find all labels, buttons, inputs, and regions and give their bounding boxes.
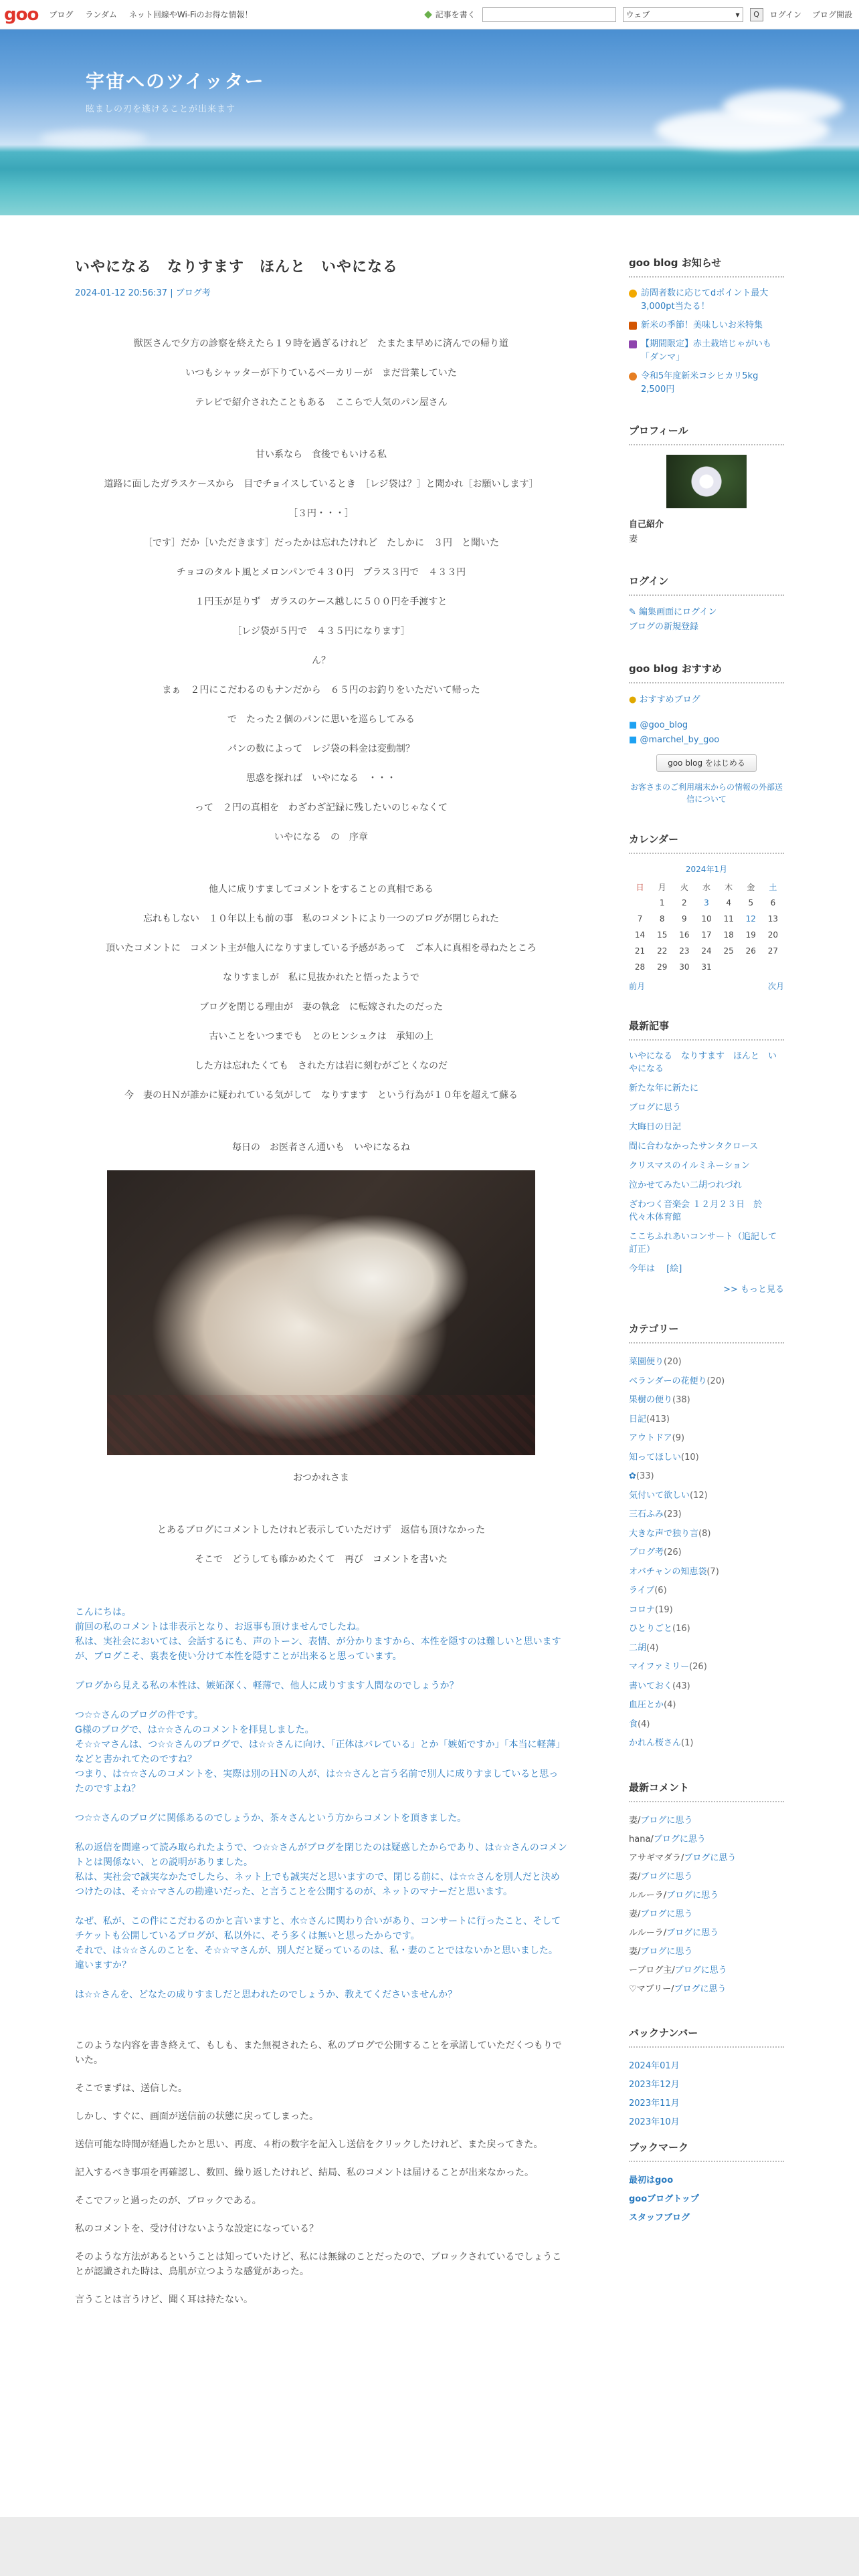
- entry-meta: 2024-01-12 20:56:37 | ブログ考: [75, 288, 211, 298]
- category-box: [629, 1321, 784, 1753]
- category-link[interactable]: 三石ふみ: [629, 1509, 664, 1519]
- category-item: [629, 1677, 784, 1697]
- closing-line: そこでフッと過ったのが、ブロックである。: [75, 2195, 262, 2206]
- recent-article-link[interactable]: 泣かせてみたい二胡つれづれ: [629, 1180, 742, 1190]
- quoted-line: 違いますか？: [75, 1960, 131, 1971]
- quoted-line: ブログから見える私の本性は、嫉妬深く、軽薄で、他人に成りすます人間なのでしょうか？: [75, 1681, 459, 1691]
- notice-item[interactable]: 【期間限定】赤土栽培じゃがいも「ダンマ」: [629, 338, 784, 364]
- notice-heading: goo blog お知らせ: [629, 255, 784, 278]
- category-count: (10): [681, 1452, 699, 1463]
- backnumber-link[interactable]: 2023年12月: [629, 2079, 680, 2090]
- twitter-icon: ■: [629, 720, 638, 730]
- comment-article-link[interactable]: ブログに思う: [653, 1834, 706, 1844]
- category-count: (38): [672, 1395, 690, 1405]
- comment-author: ♡マブリー: [629, 1983, 672, 1994]
- top-right: [423, 7, 855, 22]
- category-link[interactable]: かれん桜さん: [629, 1738, 682, 1748]
- calendar-day: [629, 895, 651, 911]
- entry-line: 忘れもしない １０年以上も前の事 私のコメントにより一つのブログが閉じられた: [143, 914, 499, 924]
- search-input[interactable]: [482, 7, 616, 22]
- comment-item: ♡マブリー/ブログに思う: [629, 1983, 727, 1994]
- bookmark-box: [629, 2140, 784, 2228]
- category-count: (16): [672, 1624, 690, 1634]
- calendar-day: 23: [679, 946, 690, 956]
- calendar-day: 15: [657, 930, 668, 940]
- recommend-blog-link[interactable]: ● おすすめブログ: [629, 695, 700, 705]
- calendar-prev-link[interactable]: 前月: [629, 982, 646, 991]
- category-item: [629, 1620, 784, 1639]
- calendar-day: 13: [767, 914, 779, 924]
- comment-article-link[interactable]: ブログに思う: [640, 1946, 693, 1957]
- comment-article-link[interactable]: ブログに思う: [684, 1852, 737, 1863]
- category-link[interactable]: 二胡: [629, 1642, 647, 1653]
- calendar-day: 11: [723, 914, 734, 924]
- category-item: [629, 1467, 784, 1487]
- quoted-line: 前回の私のコメントは非表示となり、お返事も頂けませんでしたね。: [75, 1622, 365, 1632]
- photo-caption-top: 毎日の お医者さん通いも いやになるね: [232, 1142, 410, 1153]
- calendar-day: 27: [767, 946, 779, 956]
- calendar-day: 26: [745, 946, 756, 956]
- entry-line: 今 妻のＨＮが誰かに疑われている気がして なりすます という行為が１０年を超えて蘇る: [124, 1090, 518, 1101]
- category-link[interactable]: ひとりごと: [629, 1624, 673, 1634]
- comment-author: 妻: [629, 1909, 638, 1919]
- calendar-day: 17: [701, 930, 712, 940]
- entry-line: ［です］だか［いただきます］だったかは忘れたけれど たしかに ３円 と聞いた: [143, 538, 499, 548]
- search-icon: Q: [753, 10, 759, 19]
- comment-author: hana: [629, 1834, 651, 1844]
- category-link[interactable]: 日記: [629, 1414, 647, 1424]
- entry-line: って ２円の真相を わざわざ記録に残したいのじゃなくて: [195, 802, 448, 813]
- calendar-day: 5: [748, 898, 754, 907]
- coin-icon: [629, 290, 637, 298]
- more-link[interactable]: >> もっと見る: [723, 1285, 784, 1295]
- sidebar: [629, 255, 784, 2321]
- goo-logo[interactable]: goo: [4, 4, 39, 25]
- category-count: (26): [664, 1547, 682, 1558]
- category-count: (33): [636, 1471, 654, 1481]
- calendar-day: 4: [726, 898, 731, 907]
- potato-icon: [629, 340, 637, 348]
- calendar-day: 2: [682, 898, 687, 907]
- closing-text: [75, 2038, 567, 2307]
- comment-item: 妻/ブログに思う: [629, 1909, 693, 1919]
- quoted-line: なぜ、私が、この件にこだわるのかと言いますと、水☆さんに関わり合いがあり、コンサートに行ったこと、そしてチケットも公開しているブログが、私以外に、そう多くは無いと思ったからです。: [75, 1916, 561, 1941]
- twitter-marchel-link[interactable]: ■ @marchel_by_goo: [629, 735, 720, 745]
- notice-box: [629, 255, 784, 397]
- category-link[interactable]: 知ってほしい: [629, 1452, 682, 1463]
- entry-category-link[interactable]: ブログ考: [175, 288, 211, 298]
- entry-paragraph-group: [75, 337, 567, 409]
- quoted-line: そ☆☆マさんは、つ☆☆さんのブログで、は☆☆さんに向け、「正体はバレている」とか「嫉妬ですか」「本当に軽薄」などと書かれてたのですね？: [75, 1739, 565, 1765]
- category-item: [629, 1391, 784, 1410]
- photo-caption: おつかれさま: [293, 1473, 349, 1483]
- category-item: [629, 1563, 784, 1582]
- bookmark-heading: ブックマーク: [629, 2140, 784, 2162]
- main-content: [75, 255, 567, 2321]
- write-article-link[interactable]: [423, 9, 476, 20]
- category-item: [629, 1658, 784, 1677]
- calendar-day: 19: [745, 930, 756, 940]
- calendar-weekday: 月: [658, 882, 666, 892]
- quoted-line: つ☆☆さんのブログに関係あるのでしょうか、茶々さんという方からコメントを頂きました。: [75, 1813, 467, 1824]
- quoted-line: 私の返信を間違って読み取られたようで、つ☆☆さんがブログを閉じたのは疑惑したからであり、は☆☆さんのコメントとは関係ない、との説明がありました。: [75, 1842, 567, 1868]
- category-item: [629, 1601, 784, 1620]
- comment-author: 妻: [629, 1871, 638, 1882]
- calendar-table: [629, 879, 784, 975]
- category-item: [629, 1448, 784, 1468]
- recent-article-link[interactable]: ざわつく音楽会 １２月２３日 於 代々木体育館: [629, 1200, 771, 1222]
- recommend-box: [629, 661, 784, 805]
- category-link[interactable]: ライブ: [629, 1586, 655, 1596]
- category-count: (23): [664, 1509, 682, 1519]
- entry-line: いつもシャッターが下りているベーカリーが まだ営業していた: [185, 368, 457, 379]
- search-scope-value: ウェブ: [626, 10, 650, 19]
- comment-article-link[interactable]: ブログに思う: [666, 1927, 719, 1938]
- twitter-icon: ■: [629, 735, 638, 745]
- comment-item: ルルーラ/ブログに思う: [629, 1890, 719, 1901]
- category-link[interactable]: ブログ考: [629, 1547, 664, 1558]
- closing-line: 言うことは言うけど、聞く耳は持たない。: [75, 2294, 253, 2305]
- entry-line: 古いことをいつまでも とのヒンシュクは 承知の上: [209, 1031, 434, 1042]
- entry-line: チョコのタルト風とメロンパンで４３０円 プラス３円で ４３３円: [176, 567, 466, 578]
- recent-article-link[interactable]: 間に合わなかったサンタクロース: [629, 1142, 759, 1152]
- quoted-line: 私は、実社会においては、会話するにも、声のトーン、表情、が分かりますから、本性を隠すのは難しいと思いますが、ブログこそ、裏表を使い分けて本性を隠すことが出来ると思っています。: [75, 1636, 561, 1662]
- category-count: (20): [706, 1376, 725, 1386]
- footer: [0, 2517, 859, 2576]
- flower-icon: ✿: [629, 1471, 636, 1481]
- category-count: (20): [664, 1357, 682, 1367]
- category-item: [629, 1734, 784, 1753]
- entry-line: 獣医さんで夕方の診察を終えたら１９時を過ぎるけれど たまたま早めに済んでの帰り道: [134, 338, 508, 349]
- category-count: (26): [689, 1662, 707, 1672]
- calendar-day: [762, 959, 784, 975]
- twitter-goo-blog-link[interactable]: ■ @goo_blog: [629, 720, 688, 730]
- category-item: [629, 1543, 784, 1563]
- category-item: [629, 1505, 784, 1525]
- quoted-line: G様のブログで、は☆☆さんのコメントを拝見しました。: [75, 1725, 314, 1735]
- calendar-day: 31: [701, 962, 712, 972]
- comment-item: 妻/ブログに思う: [629, 1815, 693, 1826]
- new-blog-link[interactable]: ブログの新規登録: [629, 622, 699, 632]
- entry-line: とあるブログにコメントしたけれど表示していただけず 返信も頂けなかった: [157, 1525, 485, 1535]
- category-link[interactable]: 書いておく: [629, 1681, 673, 1691]
- pin-icon: ●: [629, 695, 637, 705]
- recent-article-link[interactable]: 大晦日の日記: [629, 1122, 682, 1132]
- recent-box: [629, 1018, 784, 1295]
- closing-line: そのような方法があるということは知っていたけど、私には無縁のことだったので、ブロックされているでしょうことが認識された時は、鳥肌が立つような感覚があった。: [75, 2252, 562, 2277]
- category-item: [629, 1487, 784, 1506]
- calendar-day[interactable]: 12: [745, 914, 756, 924]
- comment-article-link[interactable]: ブログに思う: [640, 1815, 693, 1826]
- entry-line: 頂いたコメントに コメント主が他人になりすましている予感があって ご本人に真相を尋ねたところ: [106, 943, 537, 954]
- category-link[interactable]: マイファミリー: [629, 1662, 690, 1672]
- entry-title[interactable]: いやになる なりすます ほんと いやになる: [75, 259, 399, 276]
- category-link[interactable]: 菜園便り: [629, 1357, 664, 1367]
- entry-line: 他人に成りすましてコメントをすることの真相である: [209, 884, 434, 895]
- blog-title[interactable]: 宇宙へのツイッター: [86, 70, 265, 92]
- calendar-weekday: 土: [769, 882, 777, 892]
- calendar-day: 28: [634, 962, 646, 972]
- rice-icon: [629, 322, 637, 330]
- category-link[interactable]: 食: [629, 1719, 638, 1729]
- entry-line: いやになる の 序章: [274, 832, 368, 843]
- recent-article-link[interactable]: クリスマスのイルミネーション: [629, 1161, 750, 1171]
- entry-line: 甘い系なら 食後でもいける私: [256, 449, 387, 460]
- quoted-line: こんにちは。: [75, 1607, 131, 1618]
- category-count: (8): [698, 1528, 711, 1539]
- calendar-day[interactable]: 3: [704, 898, 709, 907]
- comment-item: 妻/ブログに思う: [629, 1946, 693, 1957]
- quoted-line: つまり、は☆☆さんのコメントを、実際は別のＨＮの人が、は☆☆さんと言う名前で別人に成りすましていると思ったのですよね？: [75, 1769, 559, 1794]
- header-banner: [0, 29, 859, 215]
- comment-author: 妻: [629, 1946, 638, 1957]
- blog-subtitle: 眩ましの刃を逃けることが出来ます: [86, 104, 236, 114]
- category-link[interactable]: オバチャンの知恵袋: [629, 1566, 707, 1577]
- comments-heading: 最新コメント: [629, 1780, 784, 1802]
- recent-article-link[interactable]: 今年は [絵]: [629, 1264, 682, 1274]
- category-link[interactable]: 大きな声で独り言: [629, 1528, 699, 1539]
- data-notice-link[interactable]: お客さまのご利用端末からの情報の外部送信について: [630, 782, 783, 804]
- entry-line: ［レジ袋が５円で ４３５円になります］: [232, 626, 410, 637]
- quoted-line: 私は、実社会で誠実なかたでしたら、ネット上でも誠実だと思いますので、閉じる前に、は☆☆さんを別人だと決めつけたのは、そ☆☆マさんの勘違いだった、と言うことを公開するのが、ネットのマナーだと思います。: [75, 1872, 560, 1897]
- closing-line: 送信可能な時間が経過したかと思い、再度、４桁の数字を記入し送信をクリックしたけれど、また戻ってきた。: [75, 2139, 543, 2150]
- bookmark-link[interactable]: 最初はgoo: [629, 2175, 674, 2185]
- calendar-day: 29: [657, 962, 668, 972]
- category-link[interactable]: 気付いて欲しい: [629, 1490, 690, 1501]
- top-bar: [0, 0, 859, 29]
- login-heading: ログイン: [629, 574, 784, 596]
- calendar-day: 30: [679, 962, 690, 972]
- entry-line: そこで どうしても確かめたくて 再び コメントを書いた: [195, 1554, 448, 1565]
- calendar-day: 14: [634, 930, 646, 940]
- closing-line: 私のコメントを、受け付けないような設定になっている？: [75, 2224, 318, 2234]
- notice-item[interactable]: 新米の季節！美味しいお米特集: [629, 319, 784, 332]
- closing-line: 記入するべき事項を再確認し、数回、繰り返したけれど、結局、私のコメントは届けることが出来なかった。: [75, 2167, 534, 2178]
- pencil-icon: [424, 11, 432, 19]
- entry-paragraph-group: [75, 1523, 567, 1566]
- category-count: (9): [672, 1433, 685, 1443]
- profile-intro-text: 妻: [629, 534, 638, 544]
- recent-article-link[interactable]: ブログに思う: [629, 1103, 682, 1113]
- entry-line: 思惑を探れば いやになる ・・・: [246, 773, 396, 784]
- calendar-day: 25: [723, 946, 734, 956]
- comment-author: ルルーラ: [629, 1890, 664, 1901]
- profile-box: [629, 423, 784, 547]
- calendar-weekday: 水: [702, 882, 710, 892]
- entry-line: なりすましが 私に見抜かれたと悟ったようで: [223, 972, 419, 983]
- rice-bag-icon: [629, 372, 637, 381]
- quoted-line: は☆☆さんを、どなたの成りすましだと思われたのでしょうか、教えてくださいませんか？: [75, 1990, 458, 2000]
- category-item: [629, 1410, 784, 1430]
- calendar-day: 24: [701, 946, 712, 956]
- calendar-day: [718, 959, 740, 975]
- category-item: [629, 1639, 784, 1658]
- category-item: [629, 1696, 784, 1715]
- entry-line: した方は忘れたくても された方は岩に刻むがごとくなのだ: [195, 1061, 448, 1071]
- comment-article-link[interactable]: ブログに思う: [640, 1909, 693, 1919]
- recommend-heading: goo blog おすすめ: [629, 661, 784, 683]
- entry-line: パンの数によって レジ袋の料金は変動制？: [227, 744, 415, 754]
- calendar-day: 1: [659, 898, 665, 907]
- calendar-day: 9: [682, 914, 687, 924]
- login-box: [629, 574, 784, 635]
- comment-item: ーブログ主/ブログに思う: [629, 1965, 727, 1975]
- start-goo-blog-button[interactable]: goo blog をはじめる: [656, 754, 757, 772]
- comments-box: [629, 1780, 784, 1999]
- notice-item[interactable]: 令和5年度新米コシヒカリ5kg 2,500円: [629, 370, 784, 397]
- top-link-network[interactable]: ネット回線やWi-Fiのお得な情報！: [128, 10, 253, 19]
- calendar-day: 21: [634, 946, 646, 956]
- calendar-day: 20: [767, 930, 779, 940]
- closing-line: しかし、すぐに、画面が送信前の状態に戻ってしまった。: [75, 2111, 318, 2122]
- entry-line: ［３円・・・］: [288, 508, 354, 519]
- comment-author: ルルーラ: [629, 1927, 664, 1938]
- entry-line: まぁ ２円にこだわるのもナンだから ６５円のお釣りをいただいて帰った: [162, 685, 480, 695]
- recent-article-link[interactable]: ここちふれあいコンサート（追記して訂正）: [629, 1232, 777, 1255]
- blog-open-link[interactable]: ブログ開設: [812, 10, 852, 19]
- calendar-day: 10: [701, 914, 712, 924]
- closing-line: そこでまずは、送信した。: [75, 2083, 187, 2094]
- backnumber-link[interactable]: 2024年01月: [629, 2060, 680, 2071]
- category-count: (1): [681, 1738, 694, 1748]
- backnumber-box: [629, 2026, 784, 2127]
- category-count: (413): [646, 1414, 670, 1424]
- profile-image[interactable]: [666, 455, 747, 508]
- recent-heading: 最新記事: [629, 1018, 784, 1041]
- calendar-weekday: 木: [725, 882, 733, 892]
- category-item: [629, 1429, 784, 1448]
- search-button[interactable]: [750, 8, 763, 21]
- entry-line: 道路に面したガラスケースから 目でチョイスしているとき ［レジ袋は？］と聞かれ［お願いします］: [104, 479, 539, 490]
- category-count: (4): [646, 1642, 659, 1653]
- comment-article-link[interactable]: ブログに思う: [640, 1871, 693, 1882]
- entry-line: ん？: [312, 655, 330, 666]
- comment-author: アサギマダラ: [629, 1852, 682, 1863]
- calendar-next-link[interactable]: 次月: [767, 982, 784, 991]
- top-link-blog[interactable]: ブログ: [49, 10, 74, 19]
- edit-login-link[interactable]: ✎ 編集画面にログイン: [629, 607, 717, 617]
- entry-paragraph-group: [75, 883, 567, 1102]
- bookmark-link[interactable]: スタッフブログ: [629, 2212, 690, 2223]
- category-count: (4): [638, 1719, 650, 1729]
- login-link[interactable]: ログイン: [769, 10, 801, 19]
- dog-photo: [107, 1170, 535, 1455]
- entry-line: １円玉が足りず ガラスのケース越しに５００円を手渡すと: [195, 597, 448, 607]
- profile-intro-label: 自己紹介: [629, 520, 664, 530]
- entry-line: ブログを閉じる理由が 妻の執念 に転嫁されたのだった: [199, 1002, 443, 1012]
- entry-line: テレビで紹介されたこともある ここらで人気のパン屋さん: [195, 397, 448, 408]
- category-item: [629, 1353, 784, 1372]
- category-item: [629, 1582, 784, 1601]
- backnumber-heading: バックナンバー: [629, 2026, 784, 2048]
- category-count: (4): [664, 1700, 676, 1710]
- calendar-day: 22: [657, 946, 668, 956]
- comment-item: 妻/ブログに思う: [629, 1871, 693, 1882]
- category-link[interactable]: 果樹の便り: [629, 1395, 673, 1405]
- notice-item[interactable]: 訪問者数に応じてdポイント最大3,000pt当たる！: [629, 287, 784, 314]
- category-count: (6): [654, 1586, 667, 1596]
- entry-line: で たった２個のパンに思いを巡らしてみる: [227, 714, 415, 725]
- category-item: [629, 1715, 784, 1735]
- category-count: (7): [706, 1566, 719, 1577]
- category-link[interactable]: 血圧とか: [629, 1700, 664, 1710]
- comment-author: 妻: [629, 1815, 638, 1826]
- comment-article-link[interactable]: ブログに思う: [666, 1890, 719, 1901]
- closing-line: このような内容を書き終えて、もしも、また無視されたら、私のブログで公開することを承諾していただくつもりでいた。: [75, 2040, 562, 2066]
- calendar-heading: カレンダー: [629, 832, 784, 854]
- comment-article-link[interactable]: ブログに思う: [674, 1983, 727, 1994]
- entry-paragraph-group: [75, 448, 567, 844]
- category-count: (43): [672, 1681, 690, 1691]
- calendar-box: [629, 832, 784, 992]
- calendar-weekday: 火: [680, 882, 688, 892]
- category-item: [629, 1372, 784, 1392]
- top-link-random[interactable]: ランダム: [85, 10, 117, 19]
- search-scope-select[interactable]: [623, 7, 743, 22]
- calendar-month: 2024年1月: [685, 865, 728, 874]
- comment-author: ーブログ主: [629, 1965, 672, 1975]
- quoted-line: それで、は☆☆さんのことを、そ☆☆マさんが、別人だと疑っているのは、私・妻のことではないかと思いました。: [75, 1945, 558, 1956]
- backnumber-link[interactable]: 2023年10月: [629, 2117, 680, 2127]
- comment-item: ルルーラ/ブログに思う: [629, 1927, 719, 1938]
- recent-article-link[interactable]: いやになる なりすます ほんと いやになる: [629, 1051, 777, 1074]
- quoted-line: つ☆☆さんのブログの件です。: [75, 1710, 203, 1721]
- calendar-day: 6: [770, 898, 776, 907]
- bookmark-link[interactable]: gooブログトップ: [629, 2193, 699, 2204]
- calendar-day: 18: [723, 930, 734, 940]
- chevron-down-icon: ▾: [735, 9, 740, 19]
- calendar-weekday: 日: [636, 882, 644, 892]
- category-item: [629, 1525, 784, 1544]
- profile-heading: プロフィール: [629, 423, 784, 445]
- calendar-day: 8: [659, 914, 665, 924]
- category-count: (12): [690, 1490, 708, 1501]
- category-count: (19): [655, 1604, 673, 1615]
- category-link[interactable]: ベランダーの花便り: [629, 1376, 707, 1386]
- calendar-day: 16: [679, 930, 690, 940]
- category-link[interactable]: コロナ: [629, 1604, 656, 1615]
- write-article-label: 記事を書く: [435, 10, 476, 19]
- calendar-day: 7: [637, 914, 643, 924]
- calendar-day: [740, 959, 762, 975]
- calendar-weekday: 金: [747, 882, 755, 892]
- category-heading: カテゴリー: [629, 1321, 784, 1344]
- quoted-comment: [75, 1605, 567, 2002]
- backnumber-link[interactable]: 2023年11月: [629, 2098, 680, 2109]
- comment-item: hana/ブログに思う: [629, 1834, 706, 1844]
- category-link[interactable]: アウトドア: [629, 1433, 672, 1443]
- comment-item: アサギマダラ/ブログに思う: [629, 1852, 737, 1863]
- entry-date: 2024-01-12 20:56:37: [75, 288, 168, 298]
- recent-article-link[interactable]: 新たな年に新たに: [629, 1083, 699, 1093]
- comment-article-link[interactable]: ブログに思う: [674, 1965, 727, 1975]
